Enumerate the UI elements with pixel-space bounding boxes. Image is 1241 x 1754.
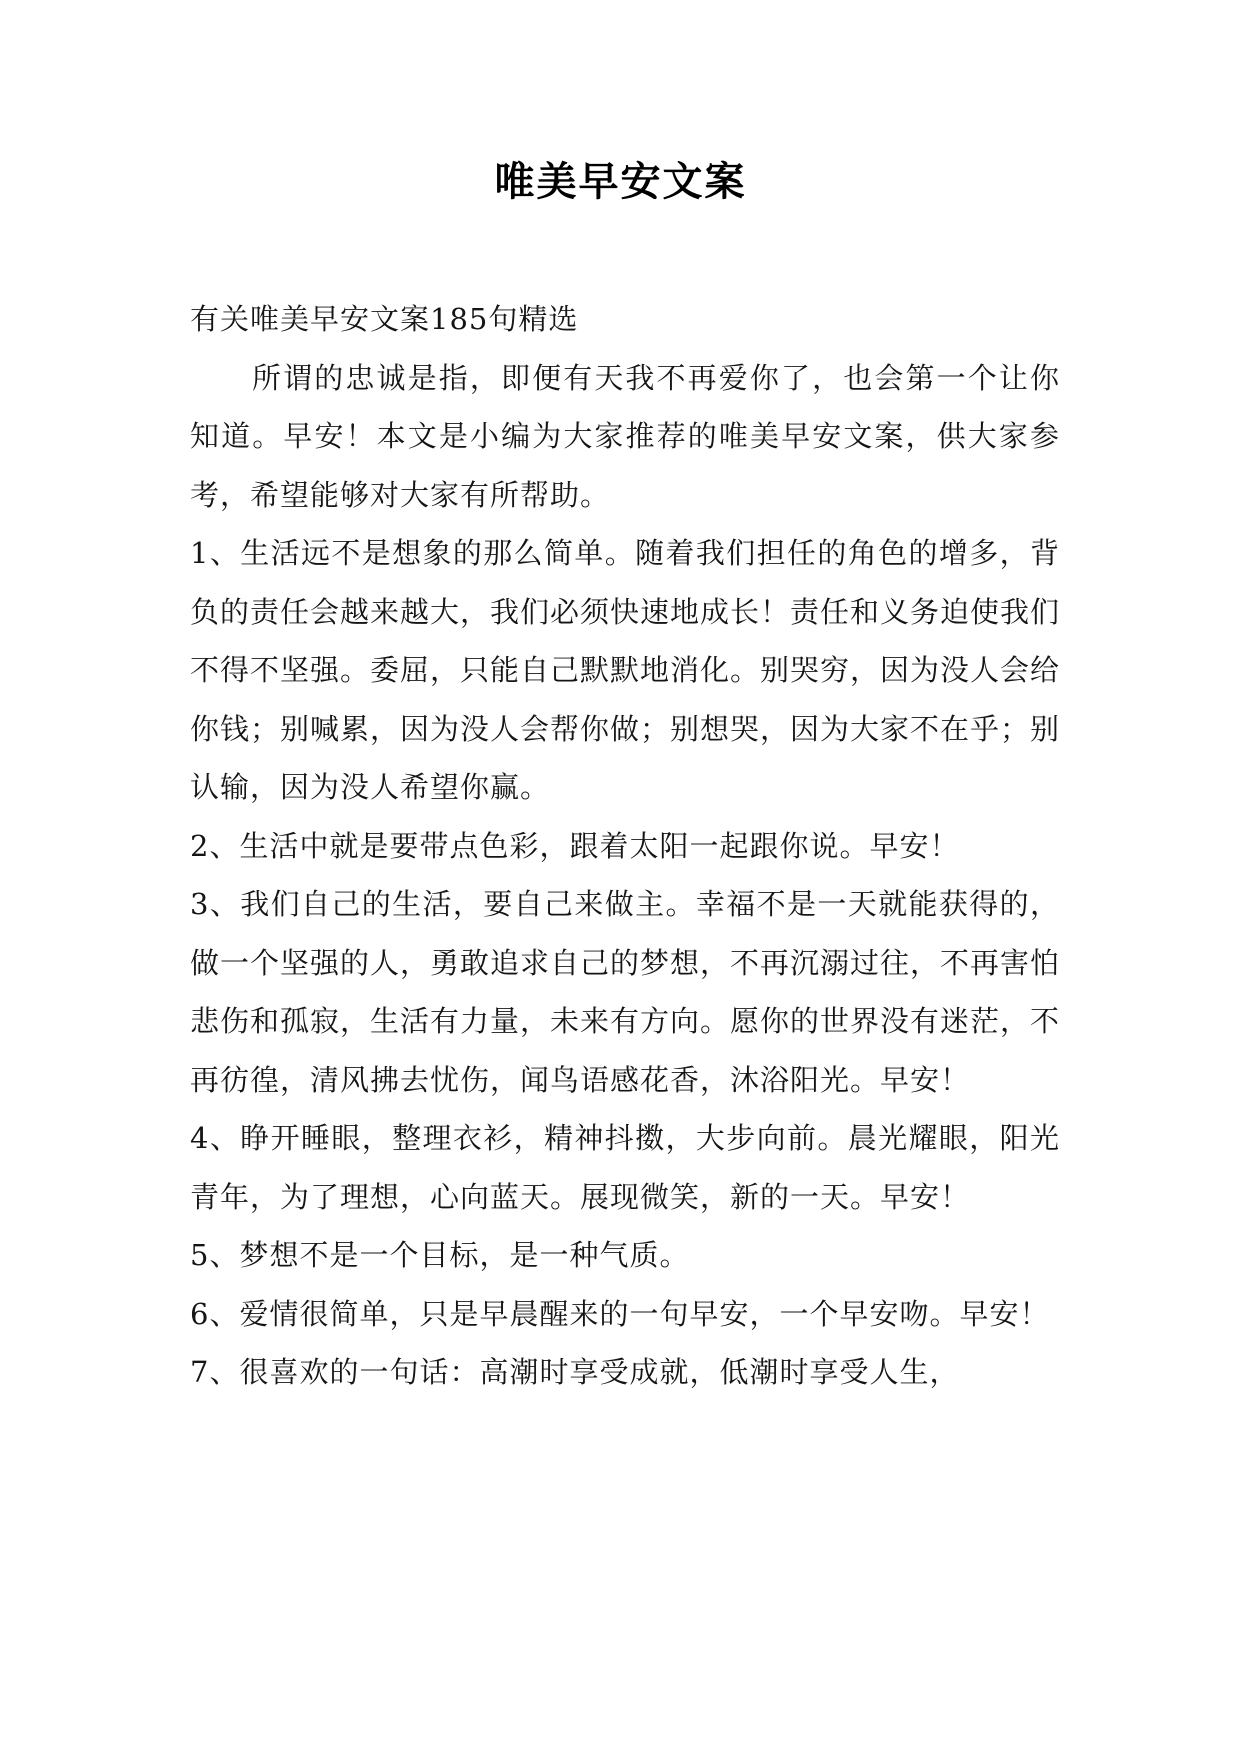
list-item: 7、很喜欢的一句话：高潮时享受成就，低潮时享受人生， [190, 1355, 960, 1389]
list-item: 4、睁开睡眼，整理衣衫，精神抖擞，大步向前。晨光耀眼，阳光青年，为了理想，心向蓝天。展现微笑，新的一天。早安！ [190, 1121, 1060, 1214]
list-item: 1、生活远不是想象的那么简单。随着我们担任的角色的增多，背负的责任会越来越大，我们必须快速地成长！责任和义务迫使我们不得不坚强。委屈，只能自己默默地消化。别哭穷，因为没人会给你钱；别喊累，因为没人会帮你做；别想哭，因为大家不在乎；别认输，因为没人希望你赢。 [190, 536, 1061, 804]
document-subtitle: 有关唯美早安文案185句精选 [190, 302, 579, 336]
document-body [190, 290, 1060, 1402]
intro-paragraph: 所谓的忠诚是指，即便有天我不再爱你了，也会第一个让你知道。早安！本文是小编为大家推荐的唯美早安文案，供大家参考，希望能够对大家有所帮助。 [190, 360, 1060, 512]
list-item: 2、生活中就是要带点色彩，跟着太阳一起跟你说。早安！ [190, 828, 960, 863]
list-item: 5、梦想不是一个目标，是一种气质。 [190, 1238, 690, 1272]
document-title: 唯美早安文案 [494, 159, 747, 205]
list-item: 6、爱情很简单，只是早晨醒来的一句早安，一个早安吻。早安！ [190, 1296, 1050, 1331]
list-item: 3、我们自己的生活，要自己来做主。幸福不是一天就能获得的，做一个坚强的人，勇敢追求自己的梦想，不再沉溺过往，不再害怕悲伤和孤寂，生活有力量，未来有方向。愿你的世界没有迷茫，不再彷徨，清风拂去忧伤，闻鸟语感花香，沐浴阳光。早安！ [190, 887, 1061, 1097]
